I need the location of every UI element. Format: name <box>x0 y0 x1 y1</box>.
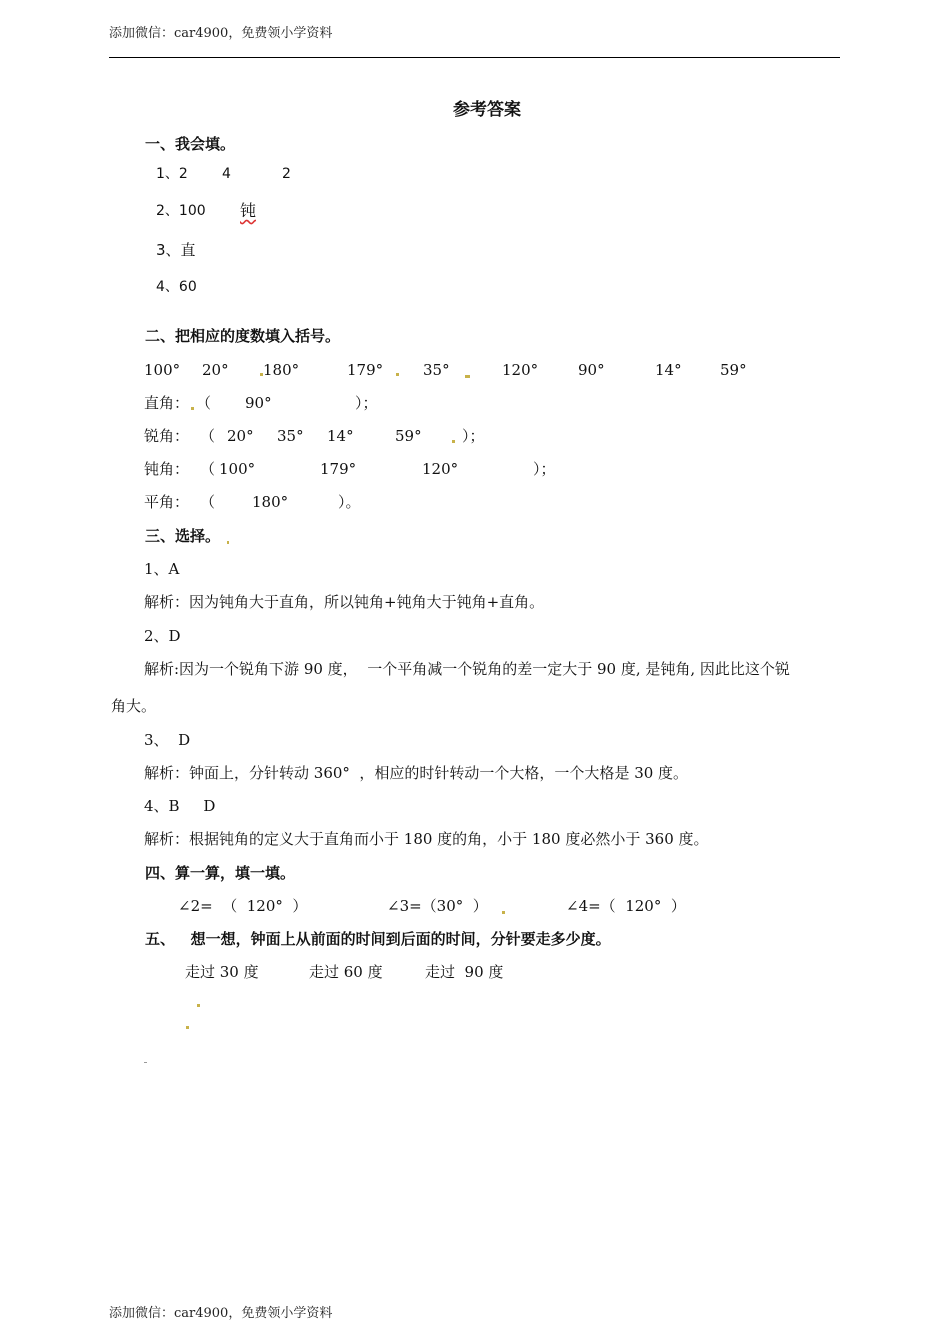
decorative-mark <box>465 375 470 378</box>
degree-item: 120° <box>502 361 539 379</box>
degree-item: 100° <box>144 361 181 379</box>
acute-angle-open: （ <box>200 427 216 445</box>
degree-item: 14° <box>655 361 682 379</box>
s3-explanation-1: 解析：因为钝角大于直角，所以钝角+钝角大于钝角+直角。 <box>144 593 545 611</box>
section-1-heading: 一、我会填。 <box>145 135 236 153</box>
decorative-mark <box>396 373 399 376</box>
s1-q1-number: 1、2 <box>156 166 188 182</box>
degree-item: 59° <box>720 361 747 379</box>
s5-answer: 走过 60 度 <box>309 963 383 981</box>
s5-answer: 走过 30 度 <box>185 963 259 981</box>
straight-angle-label: 平角： <box>144 493 190 511</box>
s1-q1-answer-b: 2 <box>282 166 291 182</box>
degree-item: 90° <box>578 361 605 379</box>
degree-item: 20° <box>202 361 229 379</box>
s3-answer-2: 2、D <box>144 627 181 645</box>
s3-answer-4: 4、B D <box>144 797 216 815</box>
s3-answer-1: 1、A <box>144 560 180 578</box>
header-rule <box>109 57 840 58</box>
obtuse-angle-close: ）； <box>533 460 556 478</box>
decorative-mark <box>197 1004 200 1007</box>
acute-angle-value: 14° <box>327 427 354 445</box>
decorative-mark <box>260 373 263 376</box>
s3-explanation-4: 解析：根据钝角的定义大于直角而小于 180 度的角，小于 180 度必然小于 360 度。 <box>144 830 709 848</box>
acute-angle-value: 20° <box>227 427 254 445</box>
degree-item: 35° <box>423 361 450 379</box>
degree-item: 180° <box>263 361 300 379</box>
section-3-heading: 三、选择。 <box>145 527 221 545</box>
section-2-heading: 二、把相应的度数填入括号。 <box>145 327 341 345</box>
section-5-heading: 五、 想一想，钟面上从前面的时间到后面的时间，分针要走多少度。 <box>145 930 611 948</box>
straight-angle-close: ）。 <box>338 493 361 511</box>
angle-3-answer: ∠3=（30° ） <box>387 897 488 915</box>
obtuse-angle-open: （ <box>200 460 216 478</box>
right-angle-label: 直角： <box>144 394 190 412</box>
obtuse-angle-value: 120° <box>422 460 459 478</box>
right-angle-close: ）； <box>355 394 378 412</box>
page-footer: 添加微信：car4900，免费领小学资料 <box>109 1306 333 1321</box>
straight-angle-open: （ <box>200 493 216 511</box>
s3-explanation-2-cont: 角大。 <box>111 697 157 715</box>
acute-angle-label: 锐角： <box>144 427 190 445</box>
acute-angle-value: 35° <box>277 427 304 445</box>
s5-answer: 走过 90 度 <box>425 963 504 981</box>
s3-explanation-2: 解析:因为一个锐角下游 90 度， 一个平角减一个锐角的差一定大于 90 度, 是钝角, 因此比这个锐 <box>144 660 790 678</box>
straight-angle-value: 180° <box>252 493 289 511</box>
s1-q4-answer: 4、60 <box>156 279 197 295</box>
acute-angle-value: 59° <box>395 427 422 445</box>
decorative-mark <box>186 1026 189 1029</box>
decorative-mark <box>144 1062 147 1063</box>
decorative-mark <box>502 911 505 914</box>
angle-4-answer: ∠4=（ 120° ） <box>566 897 686 915</box>
decorative-mark <box>452 440 455 443</box>
decorative-mark <box>191 407 194 410</box>
acute-angle-close: ）； <box>462 427 485 445</box>
decorative-mark <box>227 541 229 544</box>
s1-q2-number: 2、100 <box>156 203 206 219</box>
right-angle-value: 90° <box>245 394 272 412</box>
right-angle-open: （ <box>196 394 212 412</box>
obtuse-angle-value: 179° <box>320 460 357 478</box>
degree-item: 179° <box>347 361 384 379</box>
s3-explanation-3: 解析：钟面上，分针转动 360° ，相应的时针转动一个大格，一个大格是 30 度。 <box>144 764 689 782</box>
page-header: 添加微信：car4900，免费领小学资料 <box>109 26 333 41</box>
s1-q2-answer: 钝 <box>240 201 257 220</box>
s1-q1-answer-a: 4 <box>222 166 231 182</box>
angle-2-answer: ∠2= （ 120° ） <box>178 897 308 915</box>
page-title: 参考答案 <box>453 100 521 120</box>
s1-q3-answer: 3、直 <box>156 241 196 259</box>
obtuse-angle-value: 100° <box>219 460 256 478</box>
s3-answer-3: 3、 D <box>144 731 191 749</box>
obtuse-angle-label: 钝角： <box>144 460 190 478</box>
section-4-heading: 四、算一算，填一填。 <box>145 864 296 882</box>
